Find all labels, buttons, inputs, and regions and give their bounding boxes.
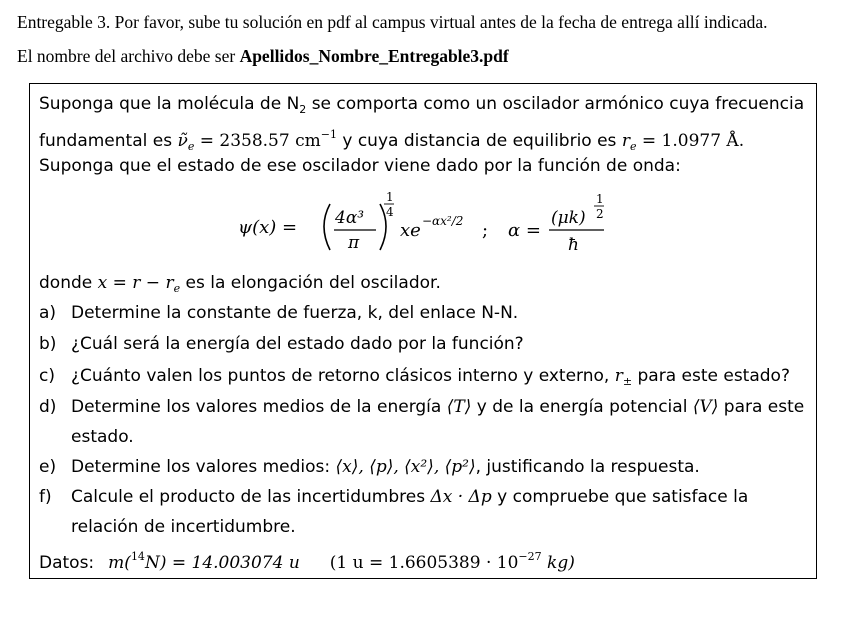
text: y cuya distancia de equilibrio es — [336, 131, 622, 151]
subscript: e — [187, 140, 195, 153]
psi-label: ψ(x) = — [238, 217, 298, 238]
r-value: = 1.0977 Å. — [636, 131, 745, 151]
item-text: para este — [718, 397, 805, 417]
math: N) = 14.003074 u — [144, 553, 300, 573]
superscript: 14 — [130, 550, 145, 563]
item-b — [39, 333, 524, 355]
problem-box — [29, 83, 817, 579]
item-e — [39, 456, 700, 478]
item-text: y de la energía potencial — [471, 397, 693, 417]
item-a — [39, 302, 518, 324]
item-text: ¿Cuánto valen los puntos de retorno clásicos interno y externo, — [71, 366, 615, 386]
item-d-cont: estado. — [71, 427, 134, 447]
nu-symbol: ν̃ — [177, 131, 188, 151]
datos-line — [39, 546, 575, 574]
math: ⟨x⟩, ⟨p⟩, ⟨x²⟩, ⟨p²⟩ — [335, 457, 476, 477]
item-label: d) — [39, 397, 57, 417]
item-text: Determine los valores medios: — [71, 457, 336, 477]
item-label: e) — [39, 457, 57, 477]
math: kg) — [541, 553, 575, 573]
text: donde — [39, 273, 98, 293]
exp-num: 1 — [386, 192, 394, 204]
problem-line-1 — [39, 93, 804, 121]
math: x = r − r — [97, 273, 174, 293]
filename: Apellidos_Nombre_Entregable3.pdf — [239, 46, 509, 66]
item-text: Calcule el producto de las incertidumbres — [71, 487, 431, 507]
tail-exp: −αx²/2 — [422, 214, 464, 228]
item-f — [39, 486, 748, 508]
text: Suponga que la molécula de N — [39, 94, 300, 114]
datos-label: Datos: — [39, 553, 95, 573]
item-label: c) — [39, 366, 55, 386]
item-d — [39, 396, 804, 418]
subscript: 2 — [299, 103, 307, 116]
paren-left — [324, 204, 330, 250]
subscript: e — [173, 282, 181, 295]
intro-line-1: Entregable 3. Por favor, sube tu solución en pdf al campus virtual antes de la fecha de entrega allí indicada. — [17, 12, 768, 32]
tail: xe — [400, 220, 421, 241]
alpha-exp-num: 1 — [596, 192, 604, 206]
superscript: −27 — [518, 550, 542, 563]
problem-line-2 — [39, 124, 744, 158]
math: m( — [108, 553, 131, 573]
item-label: b) — [39, 334, 57, 354]
alpha-den: ħ — [568, 235, 579, 255]
fraction-num: 4α³ — [335, 208, 365, 228]
subscript: e — [629, 140, 637, 153]
item-text: para este estado? — [632, 366, 790, 386]
r-symbol: r — [621, 131, 630, 151]
math: (1 u = 1.6605389 · 10 — [329, 553, 519, 573]
equation-svg — [30, 192, 816, 256]
superscript: −1 — [320, 128, 337, 141]
item-text: ¿Cuál será la energía del estado dado por la función? — [71, 334, 524, 354]
text: fundamental es — [39, 131, 178, 151]
math: ⟨V⟩ — [692, 397, 719, 417]
donde-line — [39, 272, 441, 300]
intro-line-2 — [17, 46, 509, 67]
text: es la elongación del oscilador. — [180, 273, 441, 293]
alpha-exp-den: 2 — [596, 207, 604, 221]
item-label: f) — [39, 487, 52, 507]
math: Δx · Δp — [430, 487, 492, 507]
subscript: ± — [622, 375, 633, 388]
item-text: Determine los valores medios de la energía — [71, 397, 447, 417]
semicolon: ; — [482, 220, 489, 241]
fraction-den: π — [348, 233, 360, 253]
item-text: Determine la constante de fuerza, k, del enlace N-N. — [71, 303, 519, 323]
alpha-num: (μk) — [551, 208, 586, 228]
intro-line-2-prefix: El nombre del archivo debe ser — [17, 46, 240, 66]
exp-den: 4 — [386, 205, 394, 219]
item-text: , justificando la respuesta. — [475, 457, 700, 477]
item-label: a) — [39, 303, 57, 323]
math: r — [614, 366, 623, 386]
item-c — [39, 365, 790, 393]
problem-line-3: Suponga que el estado de ese oscilador viene dado por la función de onda: — [39, 156, 681, 176]
item-text: y compruebe que satisface la — [491, 487, 749, 507]
item-f-cont: relación de incertidumbre. — [71, 517, 296, 537]
math: ⟨T⟩ — [446, 397, 472, 417]
alpha-label: α = — [508, 220, 541, 241]
wavefunction-equation — [30, 192, 816, 255]
text: se comporta como un oscilador armónico cuya frecuencia — [306, 94, 805, 114]
nu-value: = 2358.57 cm — [194, 131, 321, 151]
